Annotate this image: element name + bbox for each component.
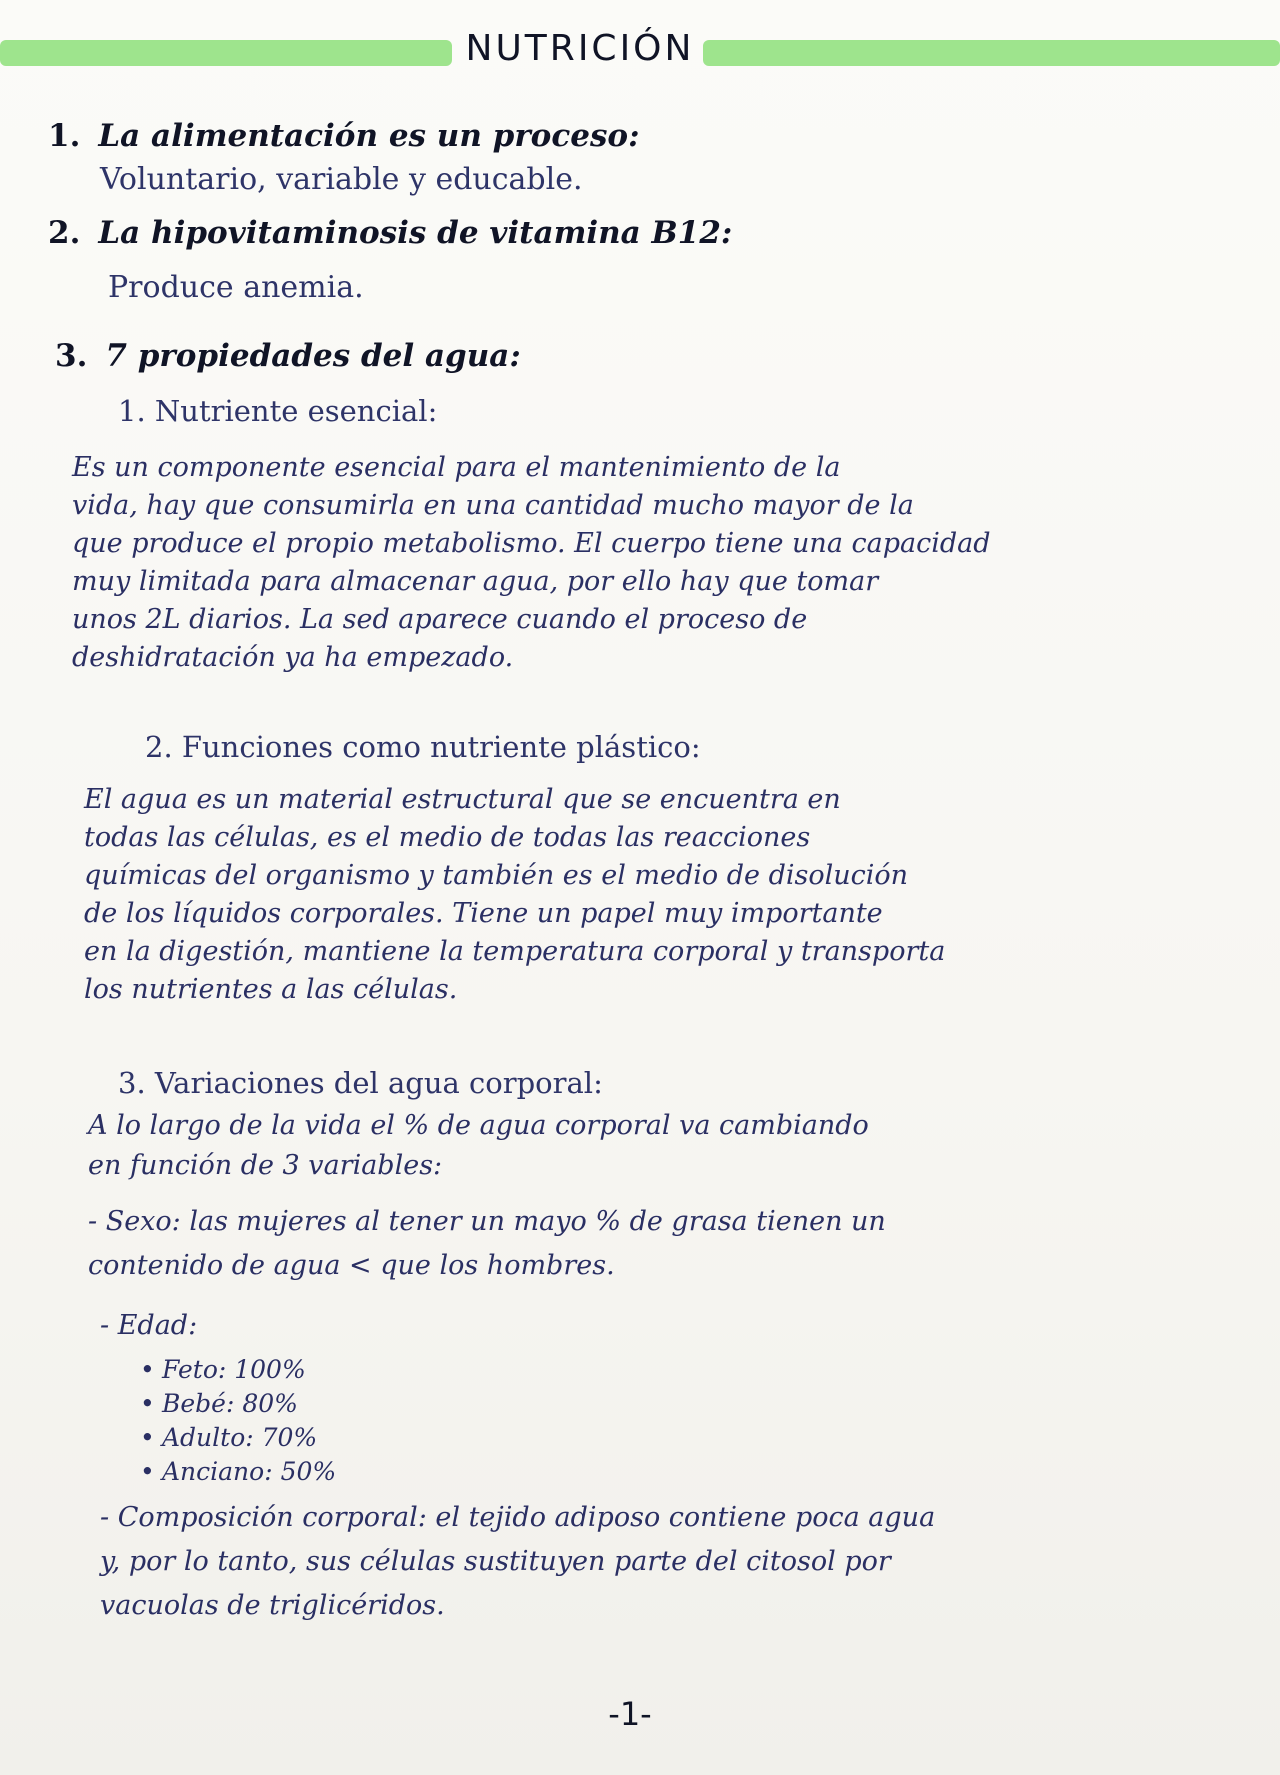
title-highlight-right [703,40,1280,66]
title-highlight-left [0,40,452,66]
bullet-icon: • [140,1355,155,1384]
section-2-heading: 2. Funciones como nutriente plástico: [145,730,701,764]
paragraph-line: Es un componente esencial para el mantenimiento de la [72,452,841,483]
bullet-icon: • [140,1389,155,1418]
page-title: NUTRICIÓN [465,28,695,69]
list-item [140,1389,336,1423]
paragraph-line: deshidratación ya ha empezado. [72,642,514,673]
question-1-number: 1. [48,118,81,154]
paragraph-line: vacuolas de triglicéridos. [100,1590,445,1621]
paragraph-line: - Sexo: las mujeres al tener un mayo % de grasa tienen un [88,1206,886,1237]
paragraph-line: los nutrientes a las células. [84,974,458,1005]
edad-list [140,1355,336,1491]
section-3-intro [88,1110,886,1290]
question-3 [55,338,521,374]
bullet-icon: • [140,1457,155,1486]
paragraph-line: unos 2L diarios. La sed aparece cuando el proceso de [72,604,808,635]
section-1-heading: 1. Nutriente esencial: [118,394,438,428]
list-item-text: Anciano: 50% [162,1457,337,1486]
paragraph-line: y, por lo tanto, sus células sustituyen parte del citosol por [100,1546,891,1577]
answer-2: Produce anemia. [108,270,364,305]
section-3-heading: 3. Variaciones del agua corporal: [118,1066,603,1100]
paragraph-line: químicas del organismo y también es el medio de disolución [84,860,909,891]
paragraph-line: en función de 3 variables: [88,1150,443,1181]
question-3-number: 3. [55,338,88,374]
paragraph-line: todas las células, es el medio de todas las reacciones [84,822,811,853]
list-item-text: Adulto: 70% [162,1423,318,1452]
paragraph-line: - Composición corporal: el tejido adiposo contiene poca agua [100,1502,936,1533]
question-1-text: La alimentación es un proceso: [98,118,640,154]
question-2-text: La hipovitaminosis de vitamina B12: [98,215,733,251]
paragraph-line: A lo largo de la vida el % de agua corporal va cambiando [88,1110,869,1141]
list-item [140,1355,336,1389]
list-item [140,1423,336,1457]
section-2-paragraph [84,782,1244,1010]
list-item-text: Feto: 100% [162,1355,306,1384]
composition-paragraph [100,1502,935,1634]
question-1 [48,118,640,154]
page-number: -1- [608,1695,652,1733]
edad-label [100,1310,197,1341]
paragraph-line: muy limitada para almacenar agua, por ello hay que tomar [72,566,879,597]
question-2-number: 2. [48,215,81,251]
list-item [140,1457,336,1491]
edad-label-text: - Edad: [100,1310,198,1341]
paragraph-line: en la digestión, mantiene la temperatura corporal y transporta [84,936,946,967]
question-2 [48,215,732,251]
section-1-paragraph [72,450,1232,678]
paragraph-line: vida, hay que consumirla en una cantidad mucho mayor de la [72,490,914,521]
paragraph-line: El agua es un material estructural que se encuentra en [84,784,841,815]
bullet-icon: • [140,1423,155,1452]
paragraph-line: que produce el propio metabolismo. El cuerpo tiene una capacidad [72,528,991,559]
answer-1: Voluntario, variable y educable. [100,162,583,197]
paragraph-line: contenido de agua < que los hombres. [88,1250,615,1281]
paragraph-line: de los líquidos corporales. Tiene un papel muy importante [84,898,883,929]
question-3-text: 7 propiedades del agua: [105,338,521,374]
list-item-text: Bebé: 80% [162,1389,298,1418]
